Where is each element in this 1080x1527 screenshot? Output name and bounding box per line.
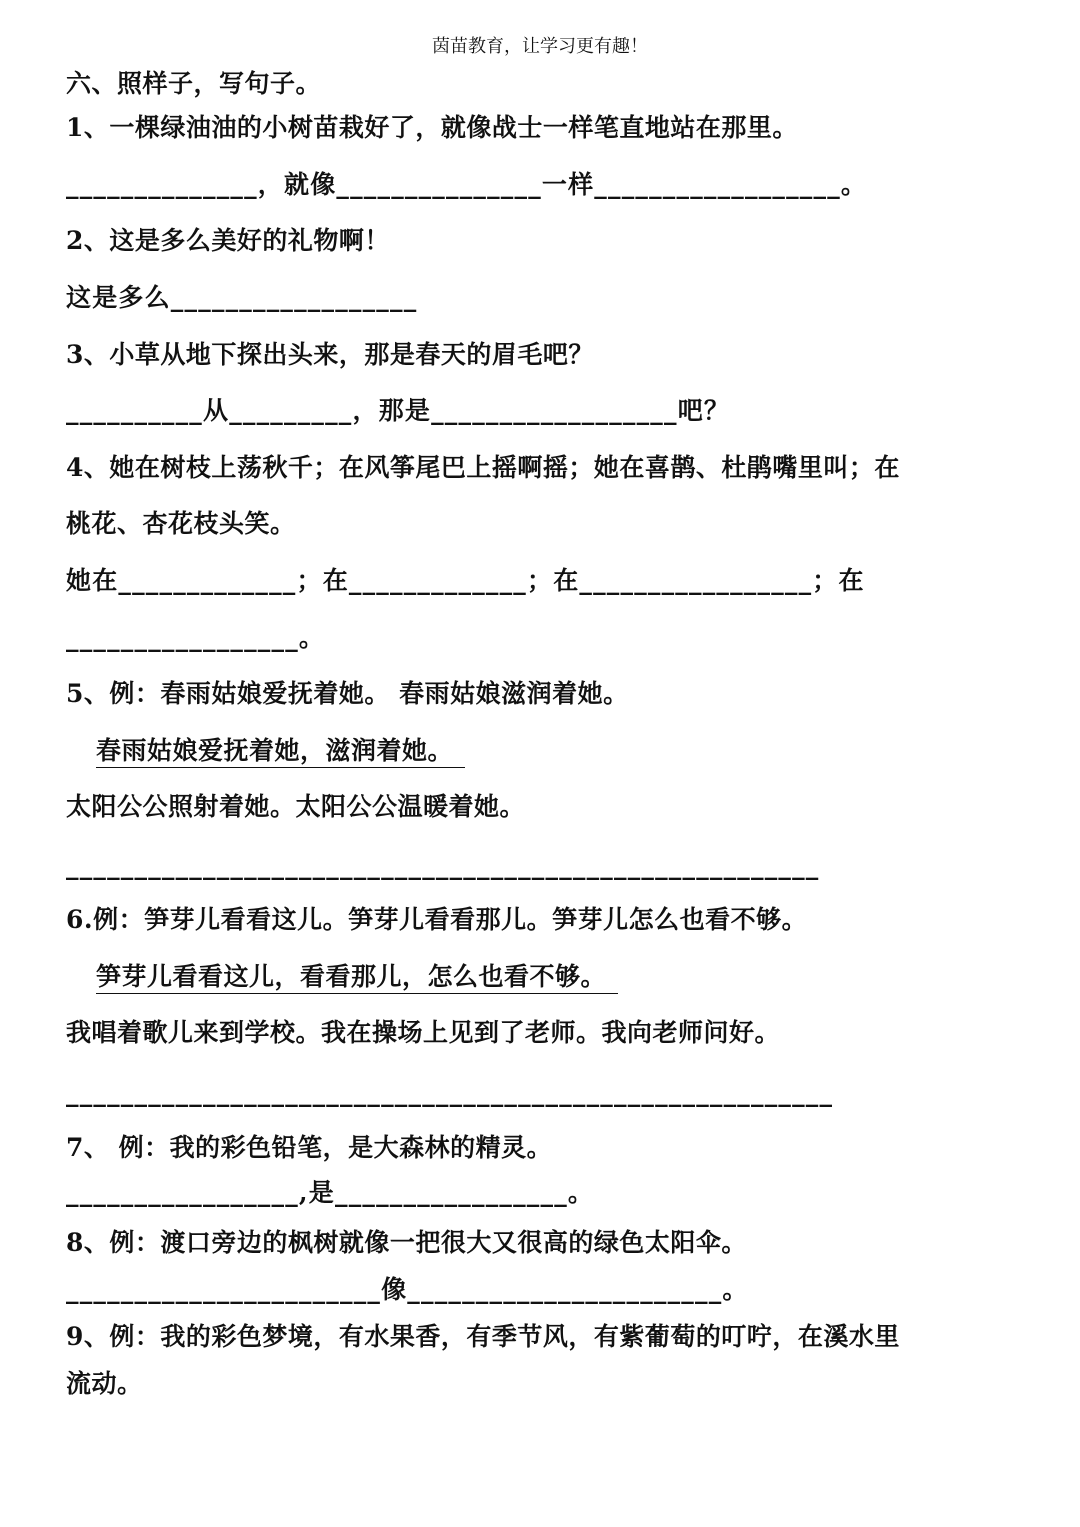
example-5-answer: 春雨姑娘爱抚着她，滋润着她。 xyxy=(96,735,465,768)
answer-blank-4[interactable]: 她在_____________；在_____________；在_________________；在 xyxy=(66,566,865,595)
answer-blank-2[interactable]: 这是多么__________________ xyxy=(66,283,418,312)
question-7: 7、 例：我的彩色铅笔，是大森林的精灵。 xyxy=(66,1133,553,1162)
answer-blank-8[interactable]: _______________________像_______________________。 xyxy=(66,1275,749,1304)
section-title: 六、照样子，写句子。 xyxy=(66,69,322,98)
question-5: 5、例：春雨姑娘爱抚着她。 春雨姑娘滋润着她。 xyxy=(66,679,629,708)
answer-blank-7[interactable]: _________________,是_________________。 xyxy=(66,1178,595,1207)
question-4: 4、她在树枝上荡秋千；在风筝尾巴上摇啊摇；她在喜鹊、杜鹃嘴里叫；在 xyxy=(66,453,900,482)
answer-blank-6[interactable]: ________________________________________________________ xyxy=(66,1078,834,1107)
question-6: 6.例：笋芽儿看看这儿。笋芽儿看看那儿。笋芽儿怎么也看不够。 xyxy=(66,905,808,934)
question-6-task: 我唱着歌儿来到学校。我在操场上见到了老师。我向老师问好。 xyxy=(66,1018,781,1047)
question-2: 2、这是多么美好的礼物啊！ xyxy=(66,226,390,255)
answer-blank-4-cont[interactable]: _________________。 xyxy=(66,623,326,652)
question-9-cont: 流动。 xyxy=(66,1369,143,1398)
answer-blank-1[interactable]: ______________，就像_______________一样__________________。 xyxy=(66,170,868,199)
question-8: 8、例：渡口旁边的枫树就像一把很大又很高的绿色太阳伞。 xyxy=(66,1228,747,1257)
answer-blank-5[interactable]: _______________________________________________________ xyxy=(66,851,820,880)
question-3: 3、小草从地下探出头来，那是春天的眉毛吧？ xyxy=(66,340,594,369)
question-9: 9、例：我的彩色梦境，有水果香，有季节风，有紫葡萄的叮咛，在溪水里 xyxy=(66,1322,900,1351)
example-6-answer: 笋芽儿看看这儿，看看那儿，怎么也看不够。 xyxy=(96,961,618,994)
question-5-task: 太阳公公照射着她。太阳公公温暖着她。 xyxy=(66,792,526,821)
answer-blank-3[interactable]: __________从_________，那是__________________吧？ xyxy=(66,396,731,425)
question-4-cont: 桃花、杏花枝头笑。 xyxy=(66,509,296,538)
page-header: 茵苗教育，让学习更有趣！ xyxy=(432,36,648,57)
question-1: 1、一棵绿油油的小树苗栽好了，就像战士一样笔直地站在那里。 xyxy=(66,113,798,142)
